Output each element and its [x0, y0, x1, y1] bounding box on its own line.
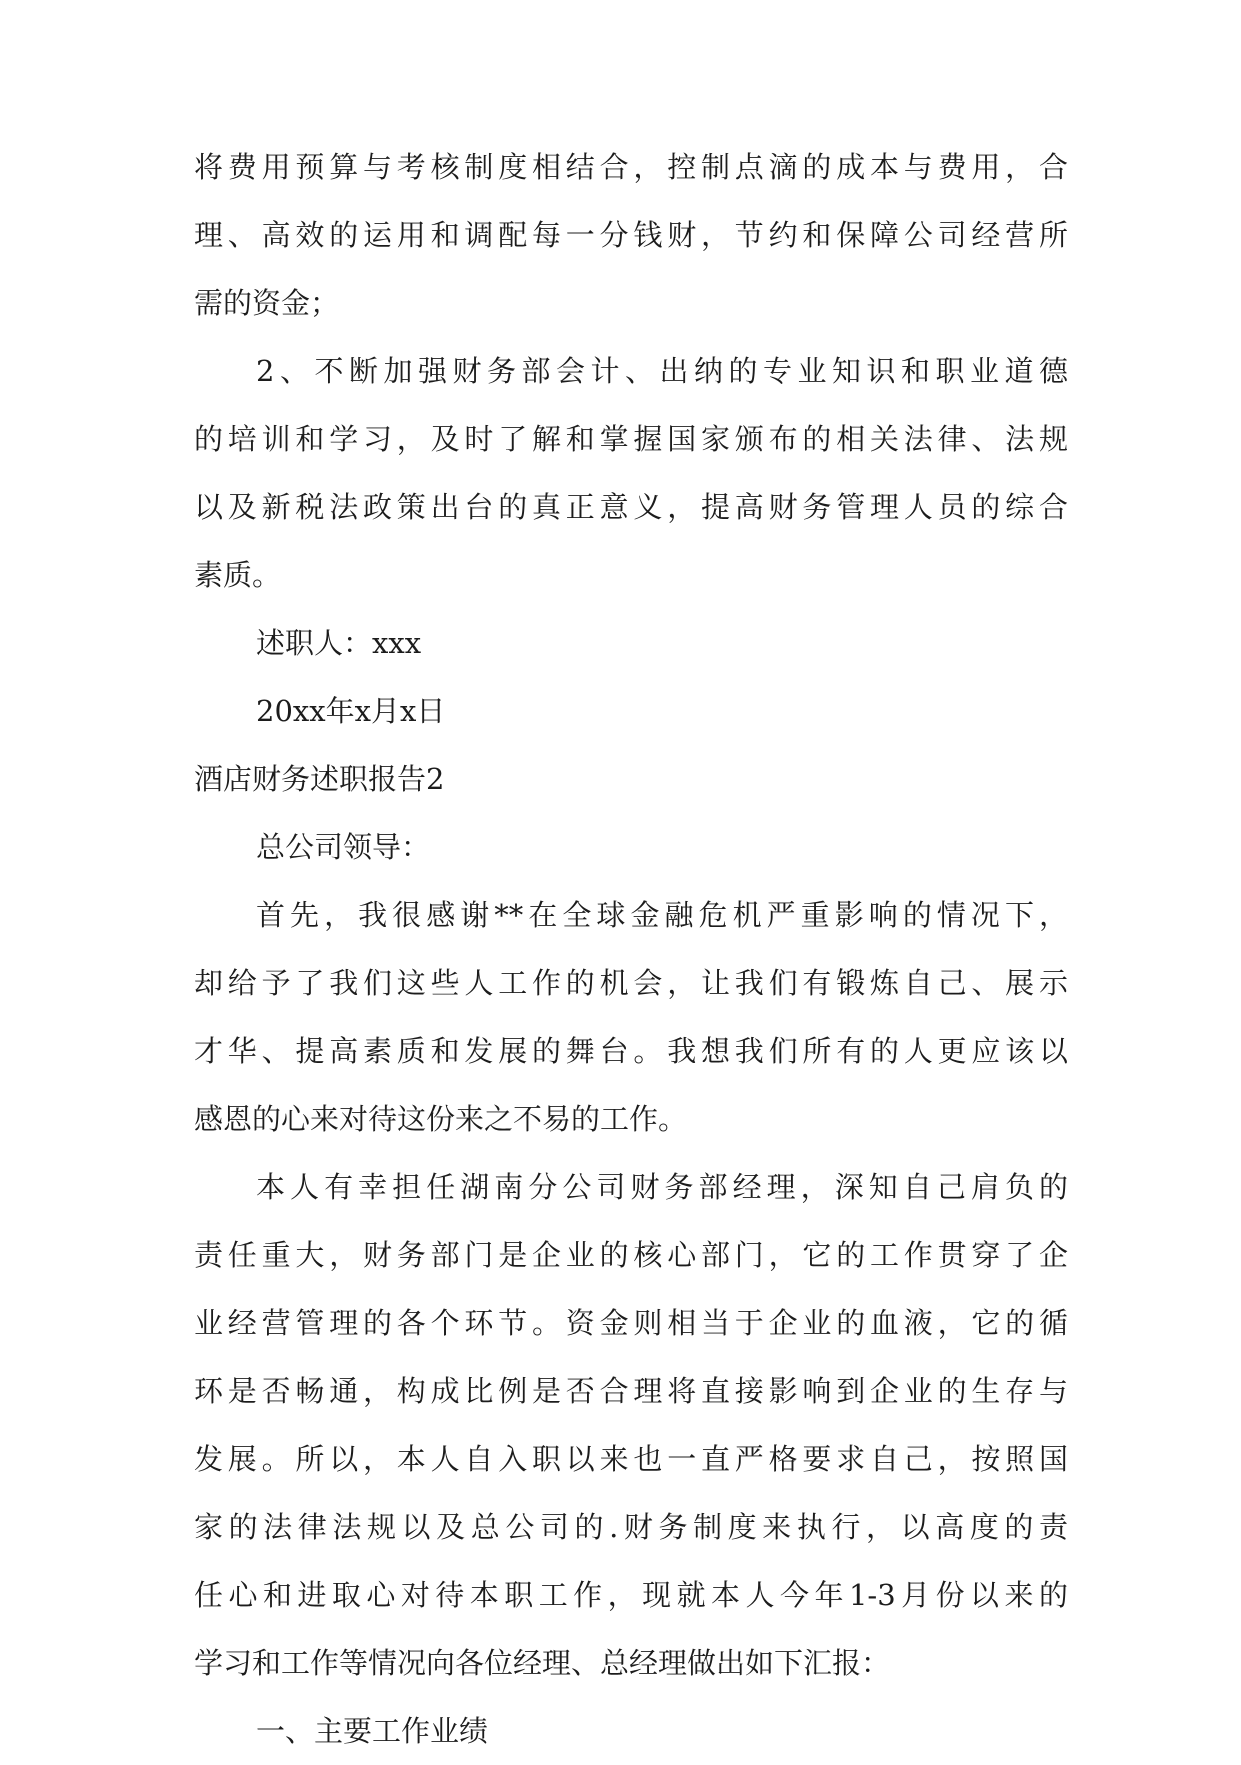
paragraph-line: 以及新税法政策出台的真正意义，提高财务管理人员的综合 — [194, 490, 1068, 524]
paragraph-line: 责任重大，财务部门是企业的核心部门，它的工作贯穿了企 — [194, 1238, 1068, 1272]
paragraph-line: 素质。 — [194, 558, 282, 592]
paragraph-line: 理、高效的运用和调配每一分钱财，节约和保障公司经营所 — [194, 218, 1068, 252]
paragraph-line: 的培训和学习，及时了解和掌握国家颁布的相关法律、法规 — [194, 422, 1068, 456]
signer-line: 述职人：xxx — [256, 626, 422, 660]
paragraph-line: 环是否畅通，构成比例是否合理将直接影响到企业的生存与 — [194, 1374, 1068, 1408]
date-line: 20xx年x月x日 — [256, 694, 446, 728]
section-title: 酒店财务述职报告2 — [194, 762, 445, 796]
paragraph-line: 2、不断加强财务部会计、出纳的专业知识和职业道德 — [256, 354, 1068, 388]
paragraph-line: 需的资金； — [194, 286, 340, 320]
salutation: 总公司领导： — [256, 830, 431, 864]
paragraph-line: 业经营管理的各个环节。资金则相当于企业的血液，它的循 — [194, 1306, 1068, 1340]
paragraph-line: 家的法律法规以及总公司的.财务制度来执行，以高度的责 — [194, 1510, 1068, 1544]
section-heading: 一、主要工作业绩 — [256, 1714, 489, 1748]
paragraph-line: 任心和进取心对待本职工作，现就本人今年1-3月份以来的 — [194, 1578, 1068, 1612]
paragraph-line: 才华、提高素质和发展的舞台。我想我们所有的人更应该以 — [194, 1034, 1068, 1068]
paragraph-line: 发展。所以，本人自入职以来也一直严格要求自己，按照国 — [194, 1442, 1068, 1476]
paragraph-line: 将费用预算与考核制度相结合，控制点滴的成本与费用，合 — [194, 150, 1068, 184]
paragraph-line: 学习和工作等情况向各位经理、总经理做出如下汇报： — [194, 1646, 891, 1680]
paragraph-line: 感恩的心来对待这份来之不易的工作。 — [194, 1102, 688, 1136]
paragraph-line: 本人有幸担任湖南分公司财务部经理，深知自己肩负的 — [256, 1170, 1068, 1204]
paragraph-line: 却给予了我们这些人工作的机会，让我们有锻炼自己、展示 — [194, 966, 1068, 1000]
paragraph-line: 首先，我很感谢**在全球金融危机严重影响的情况下， — [256, 898, 1068, 932]
